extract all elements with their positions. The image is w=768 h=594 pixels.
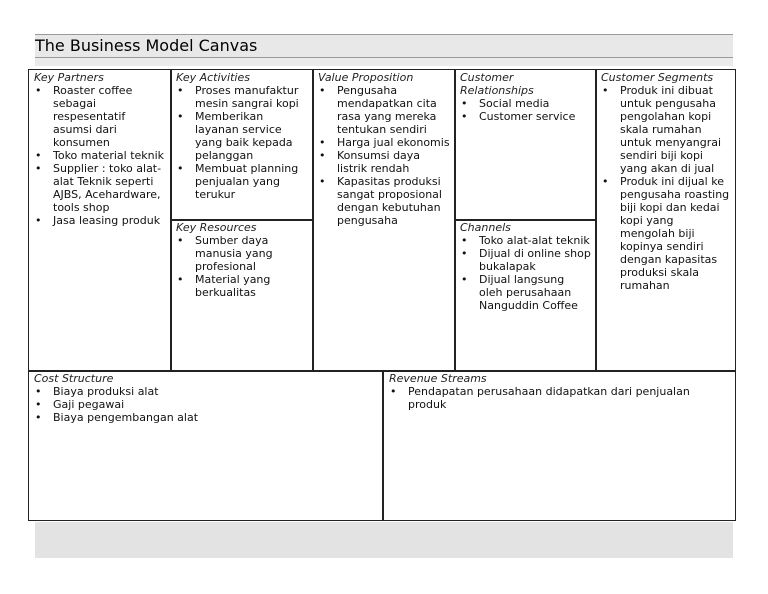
customer-segments-heading: Customer Segments <box>601 71 714 84</box>
value-proposition-block <box>313 70 454 370</box>
key-activities-block <box>171 70 312 219</box>
list-item: • Harga jual ekonomis <box>318 136 450 149</box>
list-item: • Roaster coffee sebagai respesentatif asumsi dari konsumen <box>34 84 166 149</box>
key-activities-heading: Key Activities <box>176 71 250 84</box>
customer-relationships-list <box>460 97 591 123</box>
channels-heading: Channels <box>460 221 511 234</box>
customer-segments-block <box>596 70 735 370</box>
page-title: The Business Model Canvas <box>35 36 258 55</box>
cost-structure-heading: Cost Structure <box>34 372 114 385</box>
list-item: • Memberikan layanan service yang baik kepada pelanggan <box>176 110 308 162</box>
list-item: • Konsumsi daya listrik rendah <box>318 149 450 175</box>
list-item: • Produk ini dijual ke pengusaha roasting biji kopi dan kedai kopi yang mengolah biji kopinya sendiri dengan kapasitas produksi skala rumahan <box>601 175 731 292</box>
list-item: • Membuat planning penjualan yang terukur <box>176 162 308 201</box>
list-item: • Sumber daya manusia yang profesional <box>176 234 308 273</box>
list-item: • Biaya pengembangan alat <box>34 411 378 424</box>
customer-relationships-heading: Customer Relationships <box>460 71 534 97</box>
title-underline-band <box>35 58 733 66</box>
list-item: • Pengusaha mendapatkan cita rasa yang mereka tentukan sendiri <box>318 84 450 136</box>
list-item: • Produk ini dibuat untuk pengusaha pengolahan kopi skala rumahan untuk menyangrai sendiri biji kopi yang akan di jual <box>601 84 731 175</box>
value-proposition-heading: Value Proposition <box>318 71 414 84</box>
list-item: • Jasa leasing produk <box>34 214 166 227</box>
key-partners-heading: Key Partners <box>34 71 104 84</box>
customer-relationships-block <box>455 70 595 219</box>
key-activities-list <box>176 84 308 201</box>
value-proposition-list <box>318 84 450 227</box>
list-item: • Kapasitas produksi sangat proposional dengan kebutuhan pengusaha <box>318 175 450 227</box>
revenue-streams-list <box>389 385 731 411</box>
list-item: • Toko material teknik <box>34 149 166 162</box>
cost-structure-list <box>34 385 378 424</box>
footer-band <box>35 522 733 558</box>
channels-block <box>455 220 595 370</box>
key-resources-list <box>176 234 308 299</box>
list-item: • Biaya produksi alat <box>34 385 378 398</box>
list-item: • Customer service <box>460 110 591 123</box>
list-item: • Material yang berkualitas <box>176 273 308 299</box>
list-item: • Pendapatan perusahaan didapatkan dari penjualan produk <box>389 385 718 411</box>
key-resources-block <box>171 220 312 370</box>
list-item: • Supplier : toko alat-alat Teknik seperti AJBS, Acehardware, tools shop <box>34 162 166 214</box>
revenue-streams-heading: Revenue Streams <box>389 372 487 385</box>
cost-structure-block <box>29 371 382 521</box>
list-item: • Toko alat-alat teknik <box>460 234 591 247</box>
title-bar <box>35 34 733 58</box>
revenue-streams-block <box>384 371 735 521</box>
list-item: • Proses manufaktur mesin sangrai kopi <box>176 84 308 110</box>
customer-segments-list <box>601 84 731 292</box>
list-item: • Social media <box>460 97 591 110</box>
channels-list <box>460 234 591 312</box>
list-item: • Dijual langsung oleh perusahaan Nanguddin Coffee <box>460 273 591 312</box>
list-item: • Gaji pegawai <box>34 398 378 411</box>
key-resources-heading: Key Resources <box>176 221 257 234</box>
list-item: • Dijual di online shop bukalapak <box>460 247 591 273</box>
key-partners-list <box>34 84 166 227</box>
business-model-canvas <box>28 69 736 521</box>
key-partners-block <box>29 70 170 370</box>
